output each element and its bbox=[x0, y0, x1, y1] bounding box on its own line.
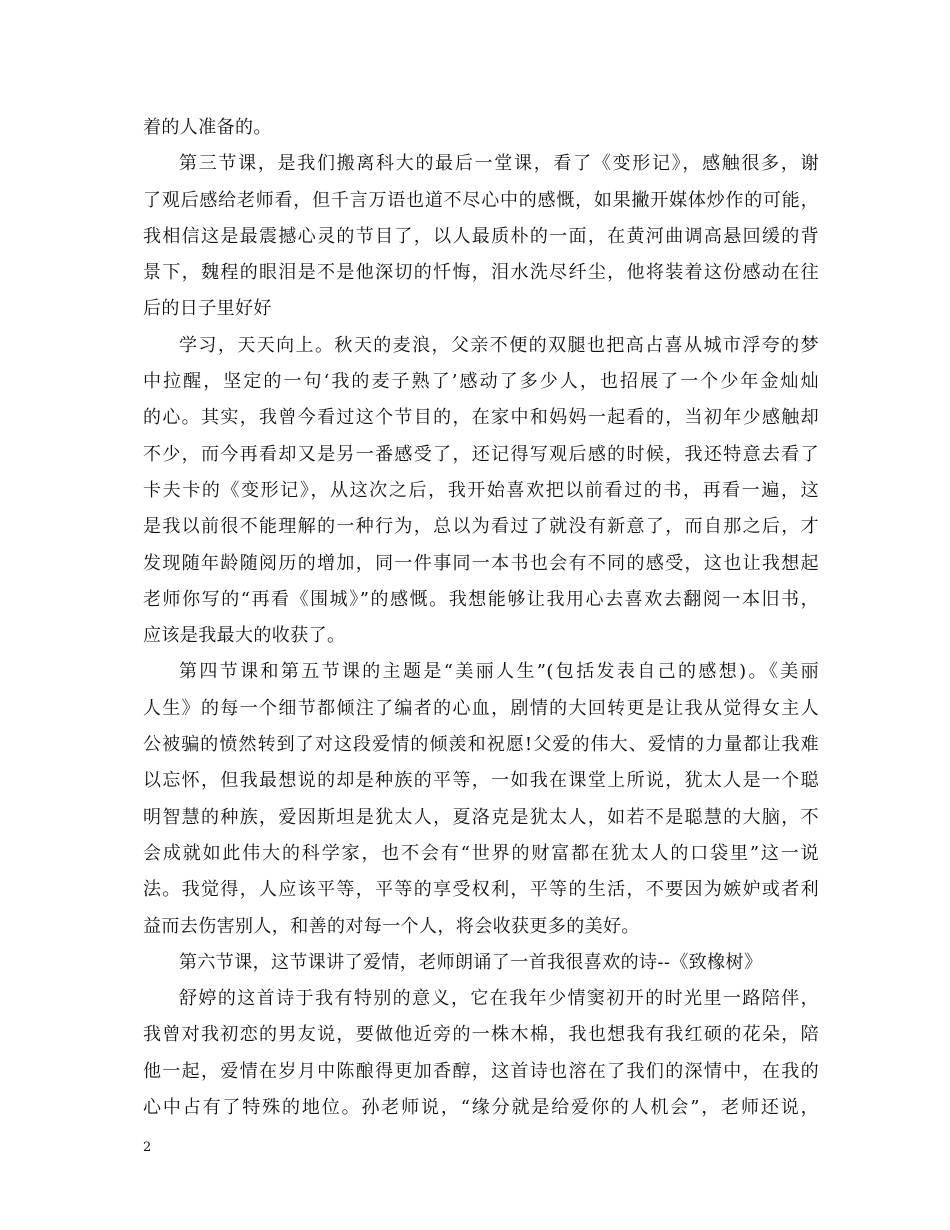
text-line: 舒婷的这首诗于我有特别的意义，它在我年少情窦初开的时光里一路陪伴， bbox=[179, 988, 819, 1010]
page-number: 2 bbox=[143, 1140, 152, 1155]
text-line: 不少，而今再看却又是另一番感受了，还记得写观后感的时候，我还特意去看了 bbox=[143, 443, 819, 465]
text-line: 我曾对我初恋的男友说，要做他近旁的一株木棉，我也想我有我红硕的花朵，陪 bbox=[143, 1024, 819, 1046]
text-line: 发现随年龄随阅历的增加，同一件事同一本书也会有不同的感受，这也让我想起 bbox=[143, 552, 819, 574]
text-line: 卡夫卡的《变形记》，从这次之后，我开始喜欢把以前看过的书，再看一遍，这 bbox=[143, 479, 819, 501]
text-line: 的心。其实，我曾今看过这个节目的，在家中和妈妈一起看的，当初年少感触却 bbox=[143, 407, 819, 429]
text-line: 以忘怀，但我最想说的却是种族的平等，一如我在课堂上所说，犹太人是一个聪 bbox=[143, 770, 819, 792]
text-line: 会成就如此伟大的科学家，也不会有“世界的财富都在犹太人的口袋里”这一说 bbox=[143, 842, 819, 864]
text-line: 着的人准备的。 bbox=[143, 117, 272, 138]
text-line: 老师你写的“再看《围城》”的感慨。我想能够让我用心去喜欢去翻阅一本旧书， bbox=[143, 588, 819, 610]
text-line: 应该是我最大的收获了。 bbox=[143, 625, 346, 647]
body-text bbox=[143, 110, 819, 1126]
text-line: 心中占有了特殊的地位。孙老师说，“缘分就是给爱你的人机会”，老师还说， bbox=[143, 1097, 819, 1119]
text-line: 了观后感给老师看，但千言万语也道不尽心中的感慨，如果撇开媒体炒作的可能， bbox=[143, 189, 819, 211]
text-line: 学习，天天向上。秋天的麦浪，父亲不便的双腿也把高占喜从城市浮夸的梦 bbox=[179, 334, 819, 356]
text-line: 益而去伤害别人，和善的对每一个人，将会收获更多的美好。 bbox=[143, 915, 640, 937]
text-line: 明智慧的种族，爱因斯坦是犹太人，夏洛克是犹太人，如若不是聪慧的大脑，不 bbox=[143, 806, 819, 828]
text-line: 公被骗的愤然转到了对这段爱情的倾羡和祝愿!父爱的伟大、爱情的力量都让我难 bbox=[143, 734, 819, 756]
text-line: 景下，魏程的眼泪是不是他深切的忏悔，泪水洗尽纤尘，他将装着这份感动在往 bbox=[143, 262, 819, 284]
text-line: 后的日子里好好 bbox=[143, 298, 272, 320]
text-line: 第六节课，这节课讲了爱情，老师朗诵了一首我很喜欢的诗--《致橡树》 bbox=[179, 951, 763, 973]
text-line: 第四节课和第五节课的主题是“美丽人生”(包括发表自己的感想)。《美丽 bbox=[179, 661, 819, 683]
text-line: 他一起，爱情在岁月中陈酿得更加香醇，这首诗也溶在了我们的深情中，在我的 bbox=[143, 1060, 819, 1082]
text-line: 法。我觉得，人应该平等，平等的享受权利，平等的生活，不要因为嫉妒或者利 bbox=[143, 879, 819, 901]
text-line: 是我以前很不能理解的一种行为，总以为看过了就没有新意了，而自那之后，才 bbox=[143, 516, 819, 538]
text-line: 中拉醒，坚定的一句‘我的麦子熟了’感动了多少人，也招展了一个少年金灿灿 bbox=[143, 371, 819, 393]
text-line: 人生》的每一个细节都倾注了编者的心血，剧情的大回转更是让我从觉得女主人 bbox=[143, 697, 819, 719]
text-line: 第三节课，是我们搬离科大的最后一堂课，看了《变形记》，感触很多，谢 bbox=[179, 153, 819, 175]
text-line: 我相信这是最震撼心灵的节目了，以人最质朴的一面，在黄河曲调高悬回缓的背 bbox=[143, 225, 819, 247]
